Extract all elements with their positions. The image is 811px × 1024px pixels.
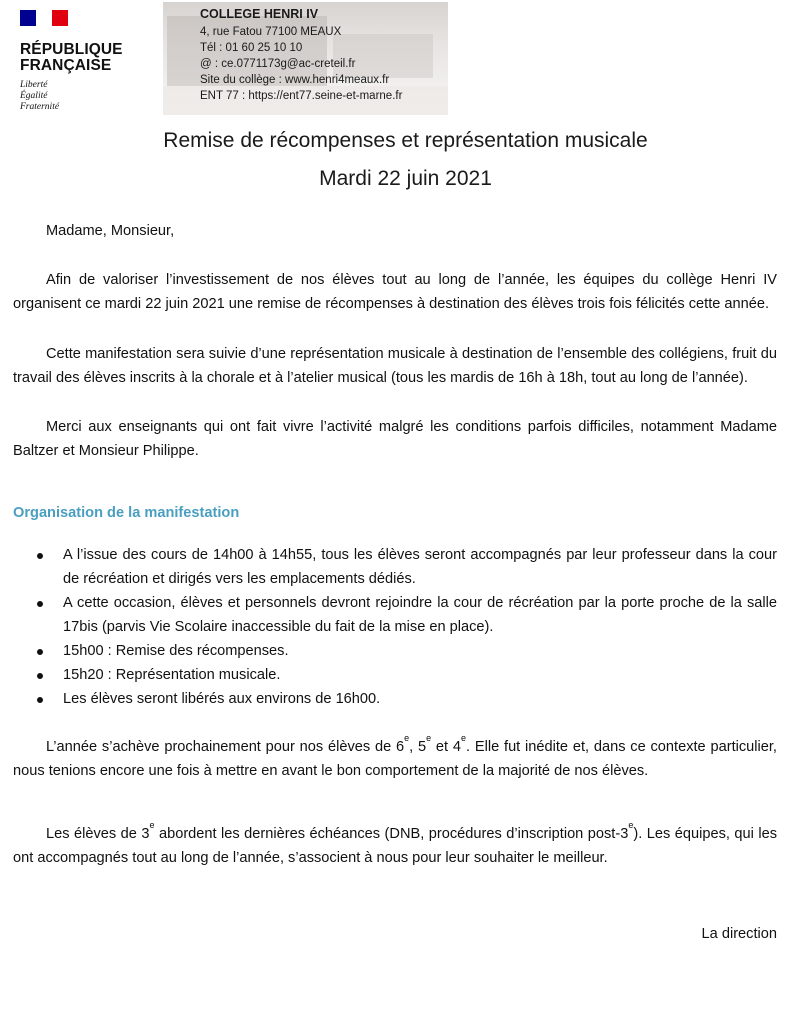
paragraph-2: Cette manifestation sera suivie d’une représentation musicale à destination de l’ensemble des collégiens, fruit du travail des élèves inscrits à la chorale et à l’atelier musical (tous les mardis de 16h à 18h, tout au long de l’année). [13,346,777,386]
paragraph-5: Les élèves de 3e abordent les dernières échéances (DNB, procédures d’inscription post-3e). Les équipes, qui les ont accompagnés tout au long de l’année, s’associent à nous pour leur souhaiter le meilleur. [13,820,777,866]
paragraph-4: L’année s’achève prochainement pour nos élèves de 6e, 5e et 4e. Elle fut inédite et, dans ce contexte particulier, nous tenions encore une fois à mettre en avant le bon comportement de la majorité de nos élèves. [13,733,777,779]
college-website: Site du collège : www.henri4meaux.fr [200,74,390,86]
flag-red-band [52,10,68,26]
paragraph-1: Afin de valoriser l’investissement de nos élèves tout au long de l’année, les équipes du collège Henri IV organisent ce mardi 22 juin 2021 une remise de récompenses à destination des élèves trois fois félicités cette année. [13,272,777,312]
bullet-icon [37,601,43,607]
motto: Liberté Égalité Fraternité [20,80,60,112]
college-ent: ENT 77 : https://ent77.seine-et-marne.fr [200,90,403,102]
republique-francaise-logo [20,10,150,113]
list-item: 15h00 : Remise des récompenses. [13,639,777,663]
section-title: Organisation de la manifestation [13,505,240,521]
organisation-list [13,543,777,711]
french-flag-icon [20,10,68,26]
flag-white-band [36,10,52,26]
document-date: Mardi 22 juin 2021 [319,167,492,190]
salutation: Madame, Monsieur, [46,223,175,239]
college-phone: Tél : 01 60 25 10 10 [200,42,303,54]
list-item: A cette occasion, élèves et personnels devront rejoindre la cour de récréation par la porte proche de la salle 17bis (parvis Vie Scolaire inaccessible du fait de la mise en place). [13,591,777,639]
list-item: Les élèves seront libérés aux environs de 16h00. [13,687,777,711]
list-item: 15h20 : Représentation musicale. [13,663,777,687]
bullet-icon [37,649,43,655]
college-contact-block [200,6,450,104]
document-title: Remise de récompenses et représentation musicale [163,129,648,152]
paragraph-3: Merci aux enseignants qui ont fait vivre l’activité malgré les conditions parfois difficiles, notamment Madame Baltzer et Monsieur Philippe. [13,419,777,459]
college-email: @ : ce.0771173g@ac-creteil.fr [200,58,356,70]
college-address: 4, rue Fatou 77100 MEAUX [200,26,342,38]
republique-francaise-text: RÉPUBLIQUE FRANÇAISE [20,41,123,74]
bullet-icon [37,697,43,703]
bullet-icon [37,673,43,679]
bullet-icon [37,553,43,559]
signature: La direction [701,926,777,942]
college-name: COLLEGE HENRI IV [200,7,319,21]
flag-blue-band [20,10,36,26]
list-item: A l’issue des cours de 14h00 à 14h55, tous les élèves seront accompagnés par leur professeur dans la cour de récréation et dirigés vers les emplacements dédiés. [13,543,777,591]
